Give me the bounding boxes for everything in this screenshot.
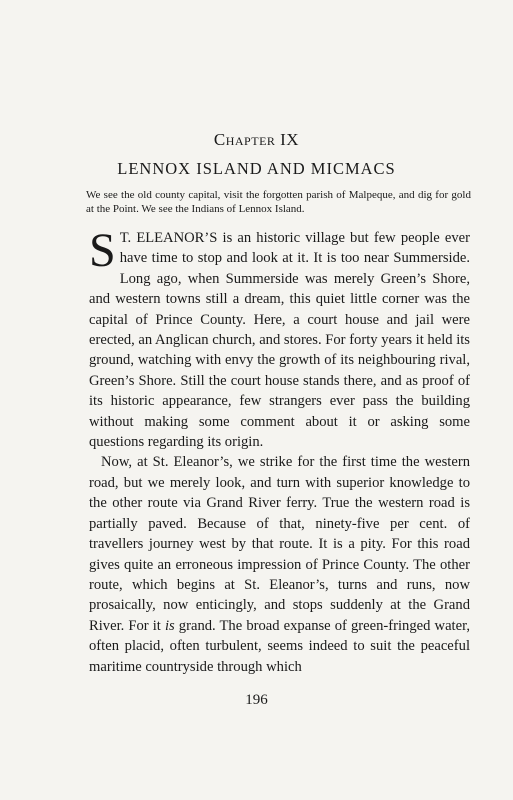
paragraph-1-text: T. ELEANOR’S is an historic village but few people ever have time to stop and look at it. It is too near Summerside. Long ago, when Summerside was merely Green’s Shore, and western towns still a dream, this quiet little corner was the capital of Prince County. Here, a court house and jail were erected, an Anglican church, and stores. For forty years it held its ground, watching with envy the growth of its neighbouring rival, Green’s Shore. Still the court house stands there, and as proof of its historic appearance, few strangers ever pass the building without making some comment about it or asking some questions regarding its origin. xyxy=(89,230,470,451)
paragraph-2 xyxy=(89,452,470,676)
italic-emphasis: is xyxy=(164,617,175,634)
paragraph-2-text-b: grand. The broad expanse of green-fringed water, often placid, often turbulent, seems indeed to suit the peaceful maritime countryside through which xyxy=(89,617,470,675)
paragraph-2-text-a: Now, at St. Eleanor’s, we strike for the first time the western road, but we merely look, and turn with superior knowledge to the other route via Grand River ferry. True the western road is partially paved. Because of that, ninety-five per cent. of travellers journey west by that route. It is a pity. For this road gives quite an erroneous impression of Prince County. The other route, which begins at St. Eleanor’s, turns and runs, now prosaically, now enticingly, and stops suddenly at the Grand River. For it xyxy=(89,454,470,634)
body-text xyxy=(89,224,470,677)
chapter-number: Chapter IX xyxy=(213,130,300,149)
chapter-title: LENNOX ISLAND AND MICMACS xyxy=(117,159,396,178)
drop-cap: S xyxy=(89,224,116,277)
chapter-synopsis: We see the old county capital, visit the forgotten parish of Malpeque, and dig for gold at the Point. We see the Indians of Lennox Island. xyxy=(86,189,471,215)
paragraph-1 xyxy=(89,224,470,452)
page-number: 196 xyxy=(245,692,268,708)
